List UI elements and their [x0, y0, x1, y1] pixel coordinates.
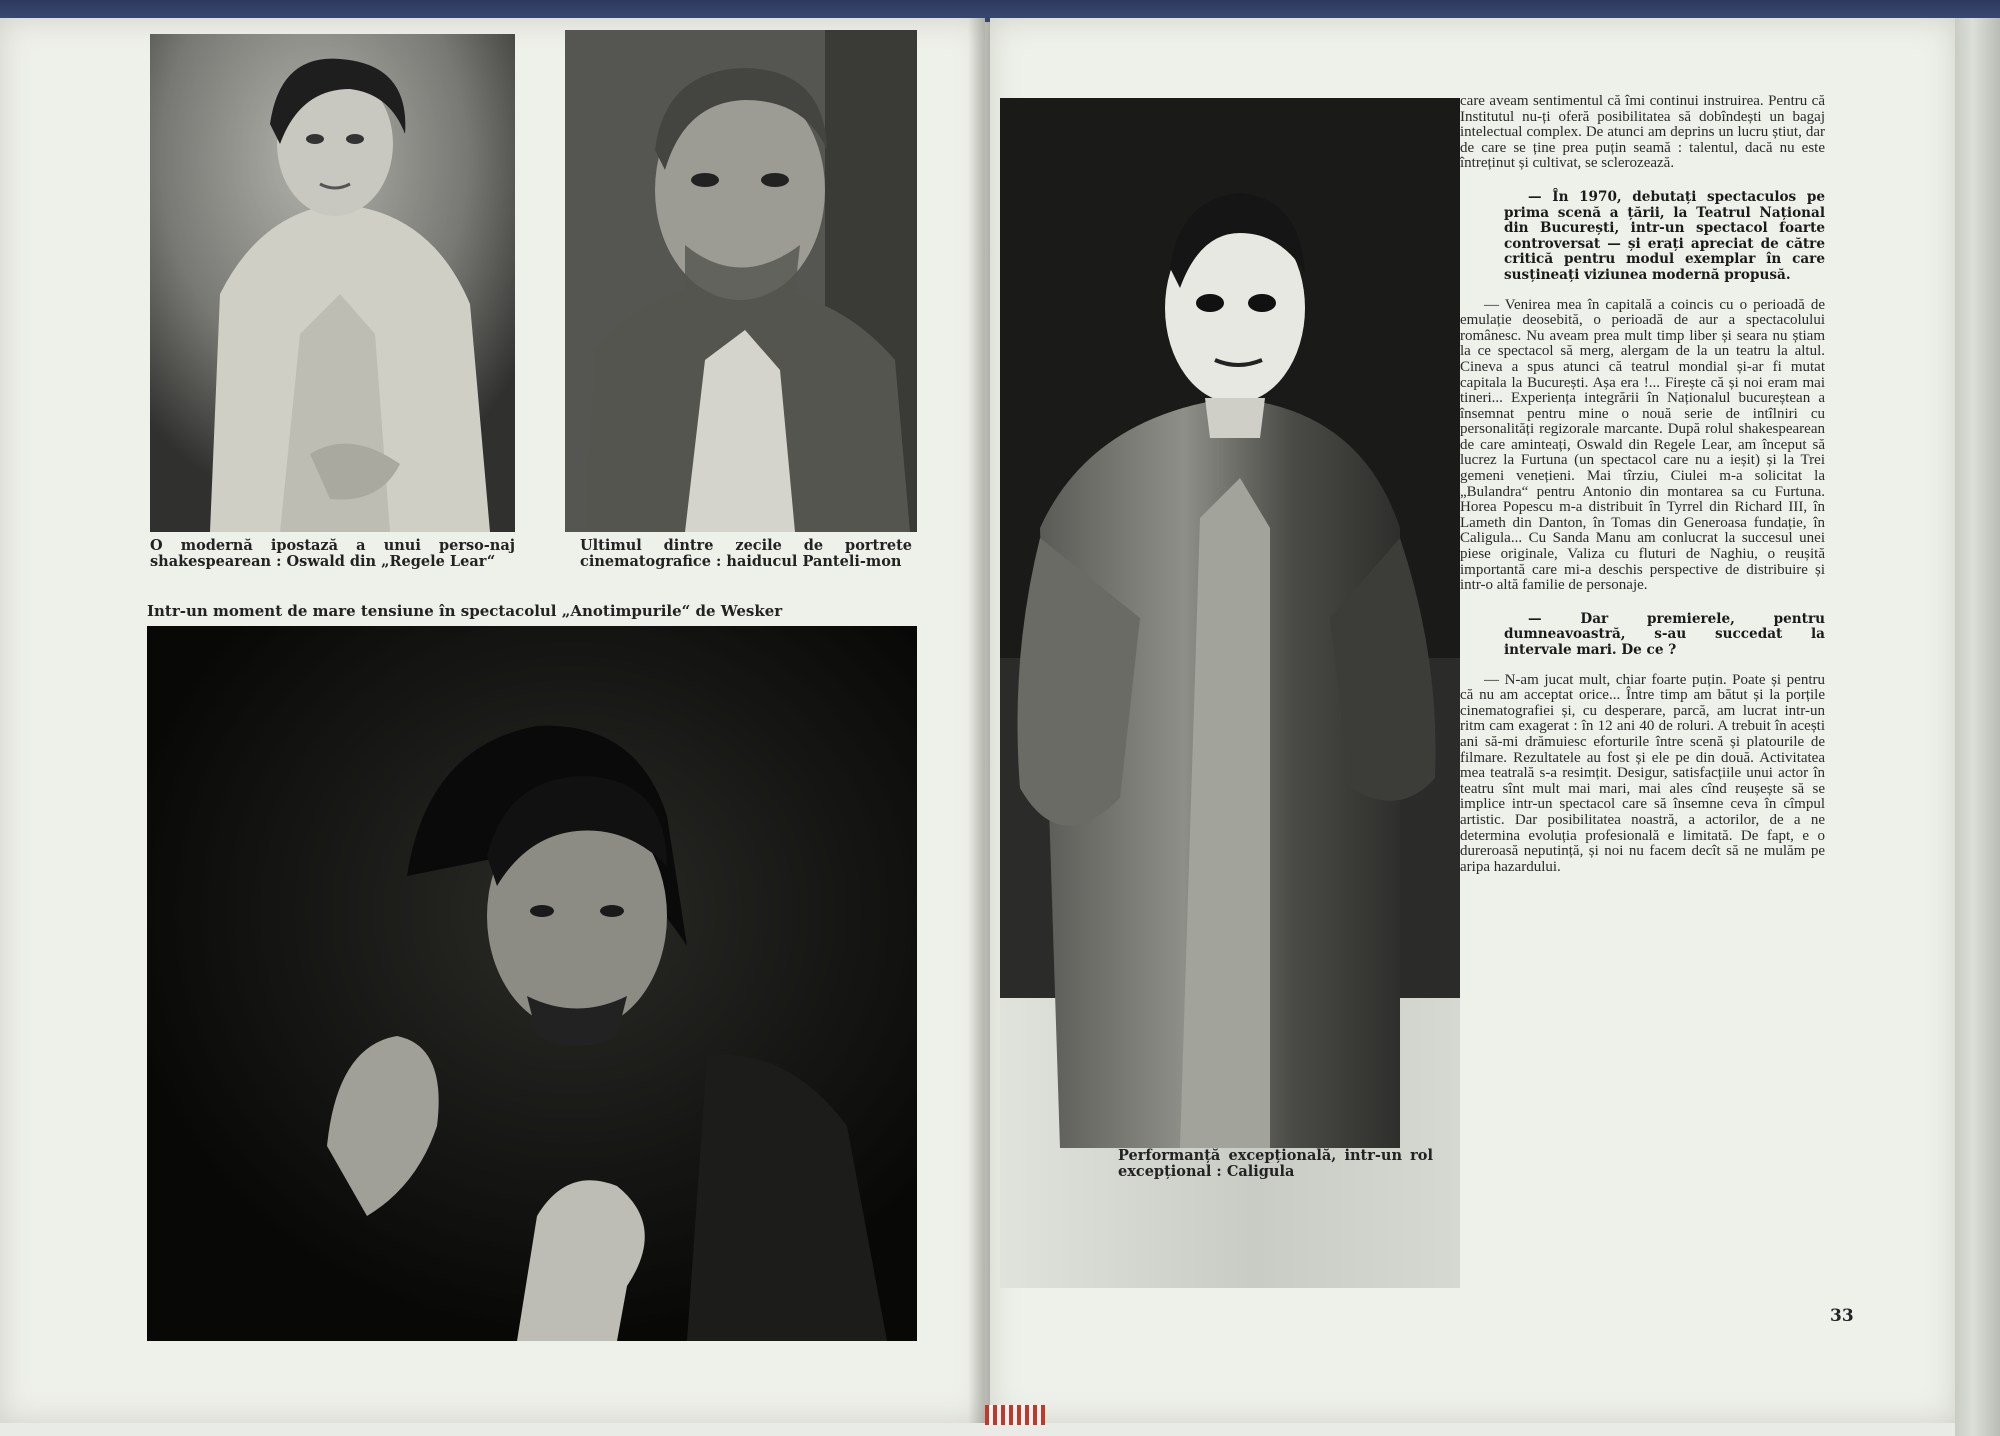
paragraph: — N-am jucat mult, chiar foarte puțin. Poate și pentru că nu am acceptat orice... Între timp am bătut și la porțile cinematografiei și, cu desperare, parcă, am lucrat intr-un ritm cam exagerat : în 12 ani 40 de roluri. A trebuit în acești ani să-mi drămuiesc eforturile între scenă și platourile de filmare. Rezultatele au fost și ele pe din două. Activitatea mea teatrală s-a resimțit. Desigur, satisfacțiile unui actor în teatru sînt mult mai mari, mai ales cînd reușește să se implice intr-un spectacol care să însemne ceva în cîmpul artistic. Dar posibilitatea noastră, a actorilor, de a ne determina evoluția profesională e limitată. De fapt, e o dureroasă neputință, și noi nu facem decît să ne mulăm pe aripa hazardului.	[1460, 671, 1825, 875]
caption-caligula: Performanță excepțională, intr-un rol excepțional : Caligula	[1118, 1147, 1433, 1180]
photo-oswald-portrait	[150, 34, 515, 532]
caption-pantelimon: Ultimul dintre zecile de portrete cinematografice : haiducul Panteli-mon	[580, 537, 912, 570]
caption-anotimpurile: Intr-un moment de mare tensiune în spectacolul „Anotimpurile“ de Wesker	[147, 602, 783, 620]
photo-anotimpurile-scene	[147, 626, 917, 1341]
book-headband	[985, 1405, 1045, 1425]
caption-oswald: O modernă ipostază a unui perso-naj shakespearean : Oswald din „Regele Lear“	[150, 537, 515, 570]
paragraph: care aveam sentimentul că îmi continui instruirea. Pentru că Institutul nu-ți oferă posibilitatea să dobîndești un bagaj intelectual complex. De atunci am deprins un lucru știut, dar de care se ține prea puțin seamă : talentul, dacă nu este întreținut și cultivat, se sclerozează.	[1460, 93, 1825, 172]
interview-question: — În 1970, debutați spectaculos pe prima scenă a țării, la Teatrul Național din București, intr-un spectacol foarte controversat — și erați apreciat de către critică pentru modul exemplar în care susțineați viziunea modernă propusă.	[1504, 188, 1825, 283]
page-edges	[1955, 18, 2000, 1436]
photo-caligula-panel	[1000, 98, 1460, 1288]
photo-pantelimon-portrait	[565, 30, 917, 532]
interview-column	[1460, 94, 1825, 885]
interview-question: — Dar premierele, pentru dumneavoastră, s-au succedat la intervale mari. De ce ?	[1504, 610, 1825, 658]
paragraph: — Venirea mea în capitală a coincis cu o perioadă de emulație deosebită, o perioadă de aur a spectacolului românesc. Nu aveam prea mult timp liber și seara nu știam la ce spectacol să merg, alergam de la un teatru la altul. Cineva a spus atunci că teatrul mondial și-ar fi mutat capitala la București. Așa era !... Firește că și noi eram mai tineri... Experiența integrării în Naționalul bucureștean a însemnat pentru mine o nouă serie de intîlniri cu personalități regizorale marcante. După rolul shakespearean de care aminteați, Oswald din Regele Lear, am început să lucrez la Furtuna (un spectacol care nu a ieșit) și la Trei gemeni venețieni. Mai tîrziu, Ciulei m-a solicitat la „Bulandra“ pentru Antonio din montarea sa cu Furtuna. Horea Popescu m-a distribuit în Tyrrel din Richard III, în Lameth din Danton, în Tomas din Generoasa fundație, în Caligula... Cu Sanda Manu am conlucrat la succesul unei piese originale, Valiza cu fluturi de Naghiu, o reușită importantă care mi-a deschis perspective de distribuire și intr-o altă familie de personaje.	[1460, 296, 1825, 594]
page-number: 33	[1830, 1306, 1854, 1326]
